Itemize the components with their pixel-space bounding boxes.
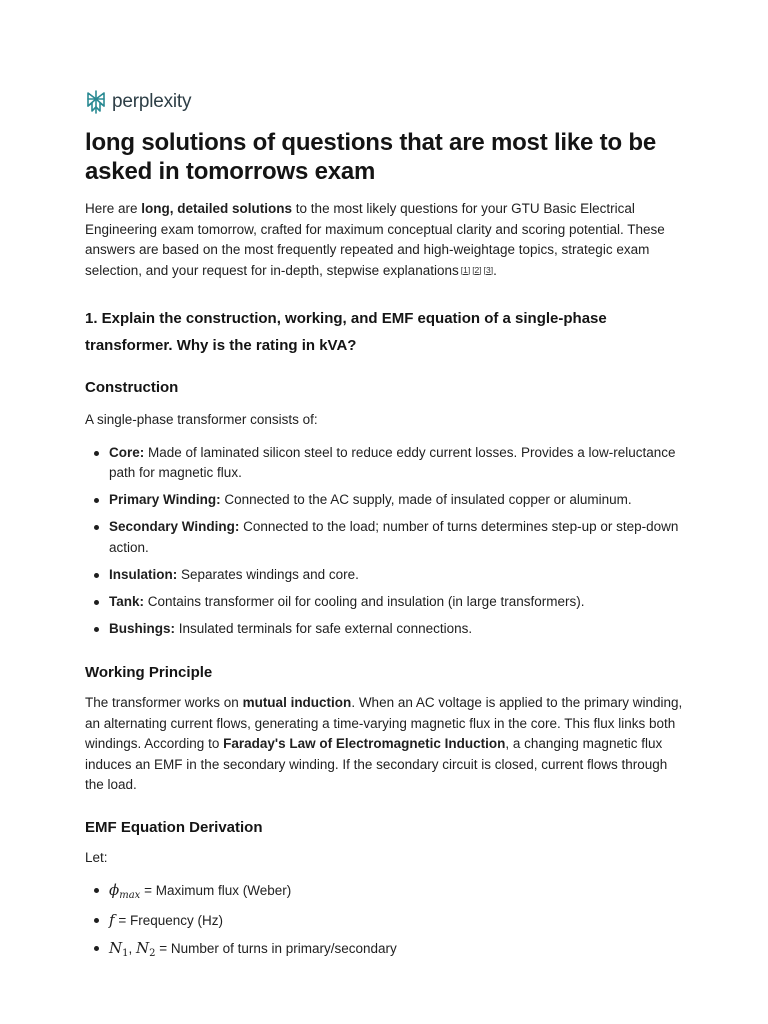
intro-paragraph xyxy=(85,199,685,281)
working-bold-1: mutual induction xyxy=(242,695,352,710)
let-paragraph: Let: xyxy=(85,849,108,865)
construction-heading: Construction xyxy=(85,379,179,396)
question-1-heading: 1. Explain the construction, working, and EMF equation of a single-phase transformer. Why is the rating in kVA? xyxy=(85,310,607,354)
intro-text-1: Here are xyxy=(85,201,142,216)
intro-end: . xyxy=(493,262,497,278)
working-bold-2: Faraday's Law of Electromagnetic Induction xyxy=(223,736,506,751)
intro-text-2: to the most likely questions for your GTU Basic Electrical Engineering exam tomorrow, crafted for maximum conceptual clarity and scoring potential. These answers are based on the most frequently repeated and high-weightage topics, strategic exam selection, and your request for in-depth, stepwise explanations xyxy=(85,201,665,278)
intro-bold: long, detailed solutions xyxy=(141,201,293,216)
list-item xyxy=(85,490,685,511)
phi-symbol: ϕ xyxy=(109,881,120,899)
item-text: = Number of turns in primary/secondary xyxy=(155,941,397,956)
working-text-3: , a changing magnetic flux induces an EMF in the secondary winding. If the secondary circuit is closed, current flows through the load. xyxy=(85,736,668,792)
list-item xyxy=(85,517,685,558)
working-principle-heading: Working Principle xyxy=(85,664,213,681)
n2-symbol: N xyxy=(136,939,150,957)
list-item xyxy=(85,443,685,484)
working-paragraph xyxy=(85,693,685,796)
item-text: Separates windings and core. xyxy=(177,566,359,582)
max-subscript: max xyxy=(119,890,141,901)
list-item xyxy=(85,910,685,932)
item-term: Secondary Winding: xyxy=(109,519,240,534)
item-text: Connected to the AC supply, made of insulated copper or aluminum. xyxy=(220,492,632,507)
citation-3[interactable]: [3] xyxy=(483,264,494,275)
working-text-1: The transformer works on xyxy=(85,695,243,710)
item-term: Bushings: xyxy=(109,620,175,636)
citation-2[interactable]: [2] xyxy=(472,264,482,275)
list-item xyxy=(85,565,685,586)
n2-subscript: 2 xyxy=(149,948,156,959)
working-text-2: . When an AC voltage is applied to the primary winding, an alternating current flows, generating a time-varying magnetic flux in the core. This flux links both windings. According to xyxy=(85,695,683,751)
answer-content xyxy=(85,128,685,962)
item-text: = Maximum flux (Weber) xyxy=(140,883,292,898)
item-text: Made of laminated silicon steel to reduce eddy current losses. Provides a low-reluctance path for magnetic flux. xyxy=(109,444,676,480)
brand-name: perplexity xyxy=(112,91,192,112)
item-term: Insulation: xyxy=(109,566,178,582)
perplexity-logo-icon xyxy=(85,90,107,114)
n1-subscript: 1 xyxy=(122,948,129,959)
item-text: Contains transformer oil for cooling and insulation (in large transformers). xyxy=(144,593,585,609)
item-text: = Frequency (Hz) xyxy=(114,913,223,928)
list-item xyxy=(85,880,685,904)
item-text: Insulated terminals for safe external connections. xyxy=(175,620,473,636)
list-item xyxy=(85,592,685,613)
list-item xyxy=(85,938,685,962)
emf-heading: EMF Equation Derivation xyxy=(85,818,263,836)
citation-1[interactable]: [1] xyxy=(460,264,471,275)
construction-intro: A single-phase transformer consists of: xyxy=(85,412,318,427)
item-text: Connected to the load; number of turns determines step-up or step-down action. xyxy=(109,519,679,555)
item-term: Core: xyxy=(109,444,145,460)
citations xyxy=(459,265,493,275)
f-symbol: f xyxy=(109,911,115,929)
construction-list xyxy=(85,443,685,640)
page-title: long solutions of questions that are most like to be asked in tomorrows exam xyxy=(85,129,656,185)
separator: , xyxy=(128,941,137,956)
item-term: Primary Winding: xyxy=(109,492,221,507)
variables-list xyxy=(85,880,685,962)
item-term: Tank: xyxy=(109,593,145,609)
list-item xyxy=(85,619,685,640)
n1-symbol: N xyxy=(109,939,123,957)
perplexity-logo[interactable] xyxy=(85,90,191,114)
